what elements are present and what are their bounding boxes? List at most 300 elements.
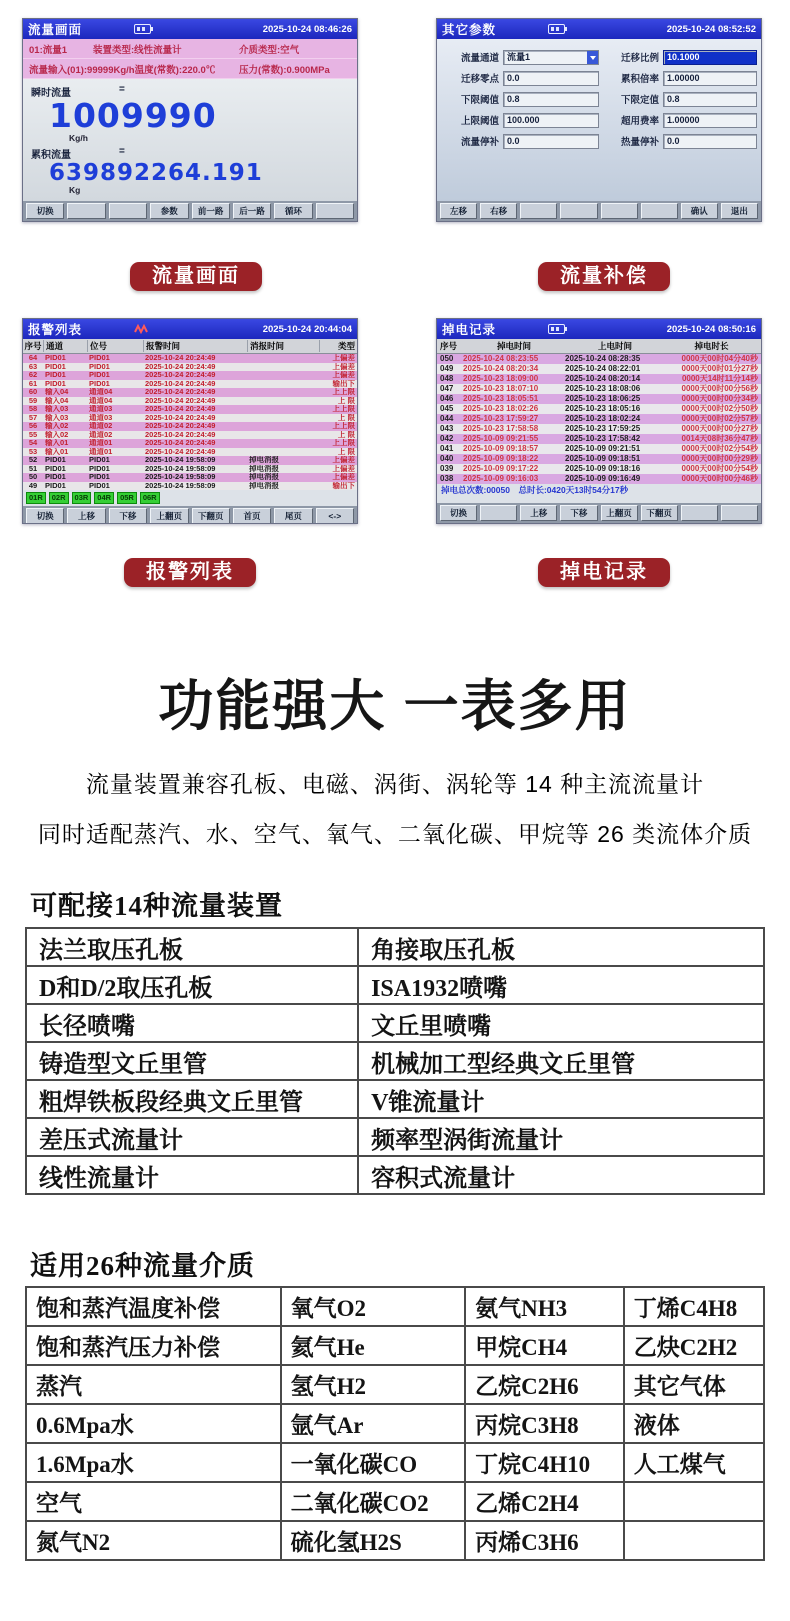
params-titlebar: [437, 19, 761, 39]
power-row: [437, 424, 761, 434]
alarm-row: [23, 405, 357, 414]
alarm-row: [23, 456, 357, 465]
table-cell: 丙烯C3H6: [465, 1521, 624, 1560]
params-form: [437, 39, 761, 201]
instant-flow-unit: Kg/h: [69, 133, 88, 143]
column-header: 上电时间: [597, 341, 632, 351]
softkey-button[interactable]: 循环: [274, 203, 312, 219]
alarm-cell: 上 限: [337, 396, 355, 405]
params-softkey-bar: [437, 201, 761, 221]
alarm-cell: 55: [28, 430, 38, 439]
alarm-cell: 上 限: [337, 447, 355, 456]
alarm-cell: 上偏差: [332, 362, 355, 371]
column-header: 序号: [24, 341, 42, 351]
power-row: [437, 454, 761, 464]
flow-main-area: [23, 79, 357, 201]
alarm-cell: PID01: [45, 481, 66, 490]
power-cell: 0000天00时00分27秒: [681, 424, 758, 433]
alarm-cell: PID01: [89, 354, 110, 362]
table-cell: 氨气NH3: [465, 1287, 624, 1326]
alarm-row: [23, 380, 357, 389]
alarm-cell: PID01: [45, 354, 66, 362]
softkey-blank[interactable]: [480, 505, 517, 521]
alarm-cell: 输入02: [45, 422, 69, 430]
alarm-row: [23, 465, 357, 474]
alarm-cell: 2025-10-24 19:58:09: [145, 481, 216, 490]
alarm-cell: 输入03: [45, 405, 69, 413]
softkey-button[interactable]: 切换: [26, 203, 64, 219]
alarm-titlebar: [23, 319, 357, 339]
table-row: [26, 1326, 764, 1365]
power-cell: 2025-10-24 08:20:34: [463, 364, 539, 373]
table-row: [26, 1156, 764, 1194]
alarm-cell: 通道03: [89, 405, 113, 413]
power-cell: 2025-10-09 09:18:22: [463, 454, 539, 463]
page-title: 功能强大 一表多用: [158, 675, 632, 737]
param-label: 热量停补: [620, 137, 659, 148]
battery-icon: [134, 24, 151, 34]
softkey-button[interactable]: 确认: [681, 203, 718, 219]
softkey-blank[interactable]: [721, 505, 758, 521]
alarm-row: [23, 439, 357, 448]
power-cell: 039: [440, 464, 454, 473]
media-heading: 适用26种流量介质: [30, 1251, 255, 1281]
table-row: [26, 1521, 764, 1560]
alarm-cell: PID01: [89, 379, 110, 388]
param-label: 超用费率: [620, 116, 659, 127]
alarm-cell: 通道03: [89, 413, 113, 422]
alarm-row: [23, 414, 357, 423]
power-cell: 044: [440, 414, 454, 423]
alarm-cell: 上偏差: [332, 456, 355, 464]
table-cell: 频率型涡街流量计: [358, 1118, 764, 1156]
softkey-button[interactable]: 参数: [150, 203, 188, 219]
power-cell: 2025-10-24 08:22:01: [565, 364, 641, 373]
column-header: 消报时间: [247, 340, 319, 352]
relay-badge: 02R: [49, 492, 69, 504]
softkey-button[interactable]: 上翻页: [601, 505, 638, 521]
softkey-blank[interactable]: [109, 203, 147, 219]
media-table: [25, 1286, 765, 1561]
total-flow-line: [31, 146, 349, 161]
alarm-row: [23, 397, 357, 406]
flow-softkey-bar: [23, 201, 357, 221]
screen-title: 报警列表: [28, 323, 83, 337]
softkey-blank[interactable]: [560, 203, 597, 219]
softkey-button[interactable]: 左移: [440, 203, 477, 219]
column-header: 序号: [440, 341, 458, 351]
softkey-button[interactable]: 下移: [109, 508, 147, 524]
param-label: 下限阈值: [460, 95, 499, 106]
caption-flow-compensation: 流量补偿: [538, 262, 670, 291]
param-row: [447, 71, 599, 85]
param-input[interactable]: 1.00000: [663, 113, 757, 128]
relay-badge: 05R: [117, 492, 137, 504]
caption-power-record: 掉电记录: [538, 558, 670, 587]
power-cell: 0000天00时02分50秒: [681, 404, 758, 413]
table-cell: 粗焊铁板段经典文丘里管: [26, 1080, 358, 1118]
table-cell: 氢气H2: [281, 1365, 466, 1404]
param-label: 流量通道: [460, 53, 499, 64]
softkey-button[interactable]: <->: [316, 508, 354, 524]
power-cell: 2025-10-09 09:18:16: [565, 464, 641, 473]
table-cell: 丙烷C3H8: [465, 1404, 624, 1443]
flow-screen: [22, 18, 358, 222]
softkey-button[interactable]: 后一路: [233, 203, 271, 219]
param-label: 累积倍率: [620, 74, 659, 85]
alarm-table-body: [23, 354, 357, 490]
relay-badge: 03R: [72, 492, 92, 504]
softkey-button[interactable]: 尾页: [274, 508, 312, 524]
power-cell: 043: [440, 424, 454, 433]
alarm-cell: 上偏差: [332, 464, 355, 473]
power-cell: 2025-10-24 08:28:35: [565, 354, 641, 363]
alarm-screen: [22, 318, 358, 524]
alarm-cell: PID01: [45, 371, 66, 379]
alarm-cell: 2025-10-24 20:24:49: [145, 362, 216, 371]
power-row: [437, 434, 761, 444]
softkey-blank[interactable]: [641, 203, 678, 219]
column-header: 报警时间: [143, 340, 247, 352]
column-header: 掉电时间: [496, 341, 531, 351]
param-input[interactable]: 10.1000: [663, 50, 757, 65]
alarm-cell: PID01: [45, 456, 66, 464]
param-input[interactable]: 0.0: [503, 134, 599, 149]
devices-table: [25, 927, 765, 1195]
power-softkey-bar: [437, 503, 761, 523]
power-cell: 2025-10-09 09:16:03: [463, 474, 539, 483]
param-row: [607, 92, 757, 106]
power-cell: 2025-10-09 09:17:22: [463, 464, 539, 473]
alarm-row: [23, 422, 357, 431]
power-titlebar: [437, 319, 761, 339]
table-cell: 一氧化碳CO: [281, 1443, 466, 1482]
alarm-table-header: [23, 339, 357, 354]
hero-subtitle-2: 同时适配蒸汽、水、空气、氧气、二氧化碳、甲烷等 26 类流体介质: [37, 821, 753, 847]
power-cell: 2025-10-09 09:21:51: [565, 444, 641, 453]
alarm-cell: PID01: [89, 371, 110, 379]
alarm-cell: 2025-10-24 20:24:49: [145, 430, 216, 439]
alarm-cell: 2025-10-24 20:24:49: [145, 439, 216, 447]
alarm-cell: 59: [28, 396, 38, 405]
alarm-cell: PID01: [89, 464, 110, 473]
table-row: [26, 1287, 764, 1326]
power-cell: 2025-10-24 08:20:14: [565, 374, 641, 383]
alarm-cell: 2025-10-24 20:24:49: [145, 413, 216, 422]
alarm-cell: 上上限: [332, 388, 355, 396]
softkey-blank[interactable]: [67, 203, 105, 219]
power-cell: 0000天00时00分56秒: [681, 384, 758, 393]
softkey-blank[interactable]: [520, 203, 557, 219]
alarm-cell: PID01: [89, 362, 110, 371]
power-cell: 2025-10-23 17:59:27: [463, 414, 539, 423]
power-cell: 0000天00时00分46秒: [681, 474, 758, 483]
chevron-down-icon: [587, 51, 598, 64]
alarm-cell: 输入01: [45, 447, 69, 456]
table-cell: 法兰取压孔板: [26, 928, 358, 966]
power-cell: 0000天00时01分27秒: [681, 364, 758, 373]
power-cell: 2025-10-23 18:05:51: [463, 394, 539, 403]
table-cell: 0.6Mpa水: [26, 1404, 281, 1443]
table-cell: 容积式流量计: [358, 1156, 764, 1194]
table-cell: 丁烷C4H10: [465, 1443, 624, 1482]
total-flow-label: 累积流量: [31, 150, 71, 161]
power-cell: 041: [440, 444, 454, 453]
power-row: [437, 474, 761, 484]
battery-icon: [548, 324, 565, 334]
alarm-cell: 通道01: [89, 447, 113, 456]
screen-title: 其它参数: [442, 23, 497, 37]
power-row: [437, 354, 761, 364]
power-cell: 2025-10-09 09:21:55: [463, 434, 539, 443]
clock-text: 2025-10-24 08:52:52: [666, 23, 756, 35]
total-flow-unit: Kg: [69, 185, 81, 195]
power-row: [437, 374, 761, 384]
alarm-cell: 输入04: [45, 396, 69, 405]
alarm-cell: 上上限: [332, 405, 355, 413]
table-cell: 乙烯C2H4: [465, 1482, 624, 1521]
table-cell: 丁烯C4H8: [624, 1287, 764, 1326]
softkey-blank[interactable]: [681, 505, 718, 521]
channel-select[interactable]: 流量1: [503, 50, 599, 65]
alarm-cell: 上偏差: [332, 371, 355, 379]
table-cell: 蒸汽: [26, 1365, 281, 1404]
flow-info-row: [23, 39, 357, 59]
table-row: [26, 1118, 764, 1156]
alarm-row: [23, 354, 357, 363]
alarm-row: [23, 363, 357, 372]
table-row: [26, 1443, 764, 1482]
alarm-cell: 输出下: [332, 481, 355, 490]
table-cell: 二氧化碳CO2: [281, 1482, 466, 1521]
alarm-cell: 掉电消报: [249, 464, 279, 473]
softkey-button[interactable]: 上移: [520, 505, 557, 521]
screen-title: 流量画面: [28, 23, 83, 37]
power-cell: 0000天00时00分34秒: [681, 394, 758, 403]
table-cell: 铸造型文丘里管: [26, 1042, 358, 1080]
alarm-cell: 上偏差: [332, 473, 355, 481]
devices-heading: 可配接14种流量装置: [30, 891, 283, 921]
power-cell: 2025-10-23 18:06:25: [565, 394, 641, 403]
power-cell: 0000天00时02分57秒: [681, 414, 758, 423]
param-input[interactable]: 0.0: [503, 71, 599, 86]
wave-logo-icon: [134, 324, 152, 334]
alarm-softkey-bar: [23, 506, 357, 524]
softkey-button[interactable]: 切换: [26, 508, 64, 524]
alarm-cell: 2025-10-24 20:24:49: [145, 379, 216, 388]
param-input[interactable]: 1.00000: [663, 71, 757, 86]
softkey-button[interactable]: 首页: [233, 508, 271, 524]
alarm-cell: 掉电消报: [249, 481, 279, 490]
relay-badge-row: [23, 490, 357, 506]
table-cell: 角接取压孔板: [358, 928, 764, 966]
param-label: 下限定值: [620, 95, 659, 106]
power-cell: 2025-10-23 18:02:26: [463, 404, 539, 413]
table-row: [26, 928, 764, 966]
param-row: [607, 50, 757, 64]
softkey-blank[interactable]: [316, 203, 354, 219]
alarm-cell: 输入03: [45, 413, 69, 422]
alarm-cell: 2025-10-24 20:24:49: [145, 371, 216, 379]
alarm-cell: 53: [28, 447, 38, 456]
relay-badge: 01R: [26, 492, 46, 504]
alarm-cell: 61: [28, 379, 38, 388]
softkey-button[interactable]: 上翻页: [150, 508, 188, 524]
alarm-cell: 54: [28, 439, 38, 447]
alarm-cell: 通道01: [89, 439, 113, 447]
table-cell: 乙烷C2H6: [465, 1365, 624, 1404]
softkey-button[interactable]: 下翻页: [641, 505, 678, 521]
table-row: [26, 1080, 764, 1118]
params-screen: [436, 18, 762, 222]
alarm-row: [23, 473, 357, 482]
alarm-cell: PID01: [45, 362, 66, 371]
table-cell: 线性流量计: [26, 1156, 358, 1194]
equals-sign: =: [119, 146, 125, 157]
param-input[interactable]: 0.8: [503, 92, 599, 107]
clock-text: 2025-10-24 08:50:16: [666, 323, 756, 335]
flow-titlebar: [23, 19, 357, 39]
alarm-cell: 上 限: [337, 413, 355, 422]
alarm-cell: 56: [28, 422, 38, 430]
power-cell: 040: [440, 454, 454, 463]
hero-subtitle-1: 流量装置兼容孔板、电磁、涡街、涡轮等 14 种主流流量计: [85, 771, 705, 797]
alarm-cell: 掉电消报: [249, 456, 279, 464]
power-cell: 2025-10-23 17:58:58: [463, 424, 539, 433]
table-cell: 文丘里喷嘴: [358, 1004, 764, 1042]
alarm-cell: PID01: [89, 473, 110, 481]
softkey-button[interactable]: 右移: [480, 203, 517, 219]
table-row: [26, 1404, 764, 1443]
alarm-cell: 60: [28, 388, 38, 396]
power-cell: 047: [440, 384, 454, 393]
power-row: [437, 384, 761, 394]
power-cell: 2025-10-24 08:23:55: [463, 354, 539, 363]
power-row: [437, 404, 761, 414]
alarm-cell: 上 限: [337, 430, 355, 439]
alarm-row: [23, 482, 357, 491]
alarm-cell: 输入02: [45, 430, 69, 439]
table-cell: 氩气Ar: [281, 1404, 466, 1443]
alarm-cell: 57: [28, 413, 38, 422]
table-cell: [624, 1521, 764, 1560]
table-row: [26, 1042, 764, 1080]
param-input[interactable]: 0.8: [663, 92, 757, 107]
alarm-cell: 输入04: [45, 388, 69, 396]
power-cell: 2025-10-23 17:58:42: [565, 434, 641, 443]
alarm-cell: 通道04: [89, 396, 113, 405]
table-cell: D和D/2取压孔板: [26, 966, 358, 1004]
power-cell: 0000天00时00分54秒: [681, 464, 758, 473]
softkey-button[interactable]: 下翻页: [192, 508, 230, 524]
column-header: 掉电时长: [694, 341, 729, 351]
alarm-cell: 2025-10-24 20:24:49: [145, 422, 216, 430]
power-row: [437, 444, 761, 454]
alarm-cell: PID01: [45, 379, 66, 388]
power-cell: 038: [440, 474, 454, 483]
params-column-right: [607, 50, 757, 201]
param-row: [447, 134, 599, 148]
table-cell: 氮气N2: [26, 1521, 281, 1560]
table-cell: 氧气O2: [281, 1287, 466, 1326]
power-cell: 2025-10-23 17:59:25: [565, 424, 641, 433]
alarm-row: [23, 371, 357, 380]
relay-badge: 04R: [94, 492, 114, 504]
alarm-cell: 2025-10-24 20:24:49: [145, 396, 216, 405]
param-row: [447, 113, 599, 127]
softkey-blank[interactable]: [601, 203, 638, 219]
power-cell: 0000天00时02分54秒: [681, 444, 758, 453]
alarm-cell: 49: [28, 481, 38, 490]
clock-text: 2025-10-24 20:44:04: [262, 323, 352, 335]
param-label: 上限阈值: [460, 116, 499, 127]
alarm-cell: 通道04: [89, 388, 113, 396]
power-cell: 0000天00时04分40秒: [681, 354, 758, 363]
table-row: [26, 966, 764, 1004]
alarm-cell: 上偏差: [332, 354, 355, 362]
alarm-cell: 上上限: [332, 439, 355, 447]
power-cell: 046: [440, 394, 454, 403]
table-row: [26, 1365, 764, 1404]
softkey-button[interactable]: 前一路: [192, 203, 230, 219]
instant-flow-label: 瞬时流量: [31, 88, 71, 99]
alarm-cell: 掉电消报: [249, 473, 279, 481]
power-cell: 2025-10-23 18:07:10: [463, 384, 539, 393]
param-row: [607, 71, 757, 85]
param-label: 流量停补: [460, 137, 499, 148]
softkey-button[interactable]: 切换: [440, 505, 477, 521]
param-input[interactable]: 100.000: [503, 113, 599, 128]
param-label: 迁移零点: [460, 74, 499, 85]
table-cell: 人工煤气: [624, 1443, 764, 1482]
alarm-cell: 通道02: [89, 430, 113, 439]
alarm-cell: PID01: [89, 481, 110, 490]
power-cell: 048: [440, 374, 454, 383]
table-row: [26, 1004, 764, 1042]
alarm-cell: 2025-10-24 20:24:49: [145, 388, 216, 396]
table-cell: 氦气He: [281, 1326, 466, 1365]
params-column-left: [447, 50, 599, 201]
total-flow-value: 639892264.191: [49, 160, 263, 186]
power-cell: 045: [440, 404, 454, 413]
device-type-label: 装置类型:线性流量计: [93, 44, 182, 56]
power-record-screen: [436, 318, 762, 524]
alarm-cell: PID01: [45, 464, 66, 473]
column-header: 通道: [43, 340, 87, 352]
softkey-button[interactable]: 下移: [560, 505, 597, 521]
medium-type-label: 介质类型:空气: [239, 44, 300, 56]
power-cell: 050: [440, 354, 454, 363]
alarm-cell: 2025-10-24 19:58:09: [145, 473, 216, 481]
power-row: [437, 464, 761, 474]
table-cell: 长径喷嘴: [26, 1004, 358, 1042]
power-cell: 0000天00时00分29秒: [681, 454, 758, 463]
table-cell: 机械加工型经典文丘里管: [358, 1042, 764, 1080]
alarm-cell: 64: [28, 354, 38, 362]
softkey-button[interactable]: 上移: [67, 508, 105, 524]
alarm-cell: 2025-10-24 19:58:09: [145, 464, 216, 473]
param-row: [447, 92, 599, 106]
alarm-cell: 2025-10-24 20:24:49: [145, 354, 216, 362]
power-summary: 掉电总次数:00050 总时长:0420天13时54分17秒: [437, 484, 761, 497]
table-cell: 甲烷CH4: [465, 1326, 624, 1365]
table-cell: 乙炔C2H2: [624, 1326, 764, 1365]
param-input[interactable]: 0.0: [663, 134, 757, 149]
caption-flow-screen: 流量画面: [130, 262, 262, 291]
power-cell: 049: [440, 364, 454, 373]
softkey-button[interactable]: 退出: [721, 203, 758, 219]
table-cell: 饱和蒸汽压力补偿: [26, 1326, 281, 1365]
